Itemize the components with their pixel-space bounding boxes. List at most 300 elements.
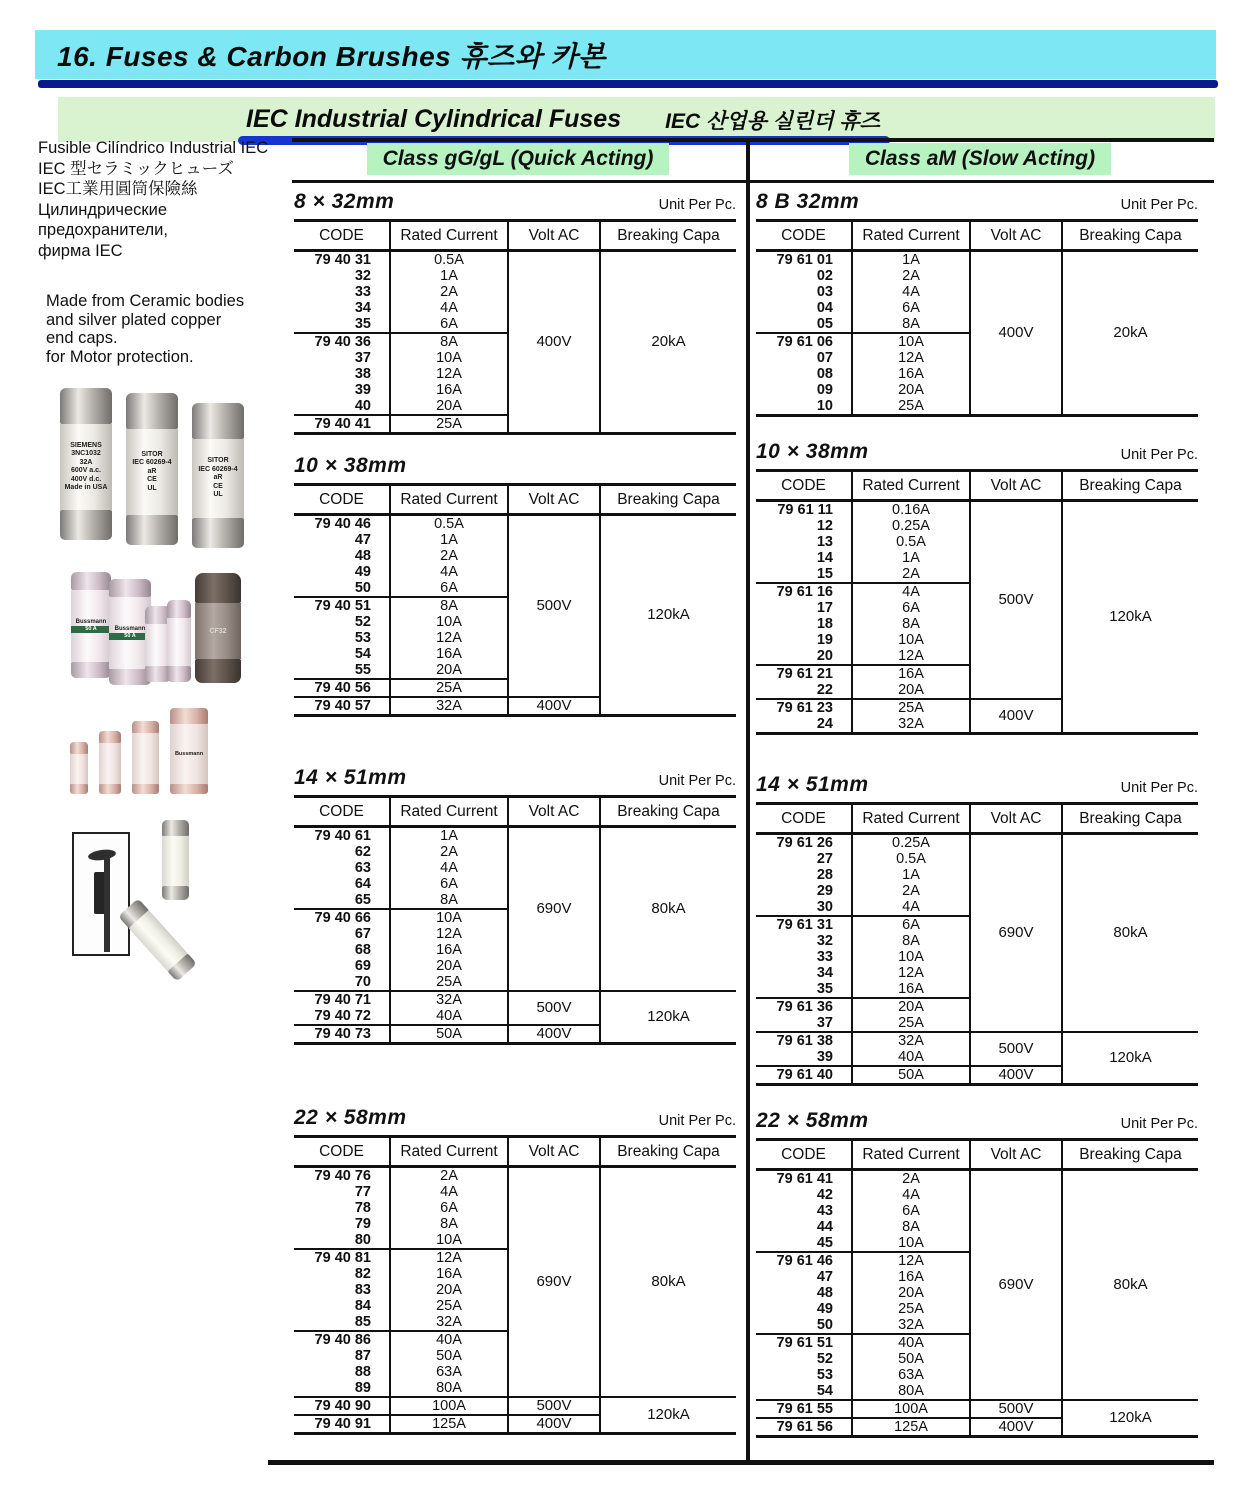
fuse-label-line: 600V a.c.: [71, 467, 101, 474]
column-header: CODE: [756, 471, 852, 501]
rated-current-cell: 12A: [852, 648, 970, 665]
unit-per-pc-label: Unit Per Pc.: [1120, 197, 1198, 213]
column-header: Rated Current: [390, 485, 508, 515]
fuse-photo-siemens: [60, 388, 112, 540]
volt-ac-cell: 690V: [970, 834, 1062, 1033]
rated-current-cell: 100A: [390, 1397, 508, 1415]
size-section: [756, 184, 1202, 417]
breaking-capa-cell: 120kA: [600, 1397, 736, 1434]
code-cell: 47: [756, 1269, 852, 1285]
code-cell: 79 61 06: [756, 333, 852, 350]
rated-current-cell: 25A: [390, 1298, 508, 1314]
code-cell: 79 40 81: [294, 1249, 390, 1266]
code-cell: 80: [294, 1232, 390, 1249]
class-am-label: Class aM (Slow Acting): [849, 143, 1111, 175]
fuse-photo-dark-cf32: [195, 573, 241, 683]
code-cell: 03: [756, 284, 852, 300]
rated-current-cell: 1A: [390, 268, 508, 284]
fuse-metal-cap: [70, 742, 88, 754]
fuse-brand-label: Bussmann: [75, 619, 107, 625]
code-cell: 38: [294, 366, 390, 382]
fuse-puller-silhouette: [87, 848, 116, 862]
class-am-column: [754, 138, 1206, 1468]
code-cell: 69: [294, 958, 390, 974]
fuse-metal-cap: [195, 573, 241, 603]
rated-current-cell: 25A: [390, 974, 508, 991]
column-header: Breaking Capa: [1062, 804, 1198, 834]
code-cell: 39: [756, 1049, 852, 1066]
fuse-metal-cap: [60, 388, 112, 424]
code-cell: 05: [756, 316, 852, 333]
code-cell: 79 40 51: [294, 597, 390, 614]
volt-ac-cell: 500V: [970, 1400, 1062, 1418]
size-title: 22 × 58mm: [294, 1106, 407, 1129]
code-cell: 44: [756, 1219, 852, 1235]
fuse-label-line: SIEMENS: [70, 441, 102, 449]
page-title-banner: [35, 30, 1216, 79]
column-header: CODE: [756, 1140, 852, 1170]
code-cell: 32: [756, 933, 852, 949]
title-underline-rule: [38, 80, 1218, 88]
volt-ac-cell: 500V: [970, 1032, 1062, 1066]
code-cell: 79 40 76: [294, 1167, 390, 1185]
code-cell: 79 40 41: [294, 415, 390, 434]
code-cell: 67: [294, 926, 390, 942]
table-header-row: [294, 485, 736, 515]
class-am-header: [754, 138, 1206, 180]
column-header: Breaking Capa: [1062, 471, 1198, 501]
code-cell: 22: [756, 682, 852, 699]
volt-ac-cell: 400V: [508, 1025, 600, 1044]
fuse-spec-table: [756, 469, 1198, 735]
code-cell: 85: [294, 1314, 390, 1331]
rated-current-cell: 1A: [852, 550, 970, 566]
fuse-metal-cap: [126, 515, 178, 545]
code-cell: 62: [294, 844, 390, 860]
rated-current-cell: 32A: [852, 716, 970, 734]
table-header-row: [756, 1140, 1198, 1170]
breaking-capa-cell: 120kA: [1062, 1032, 1198, 1085]
code-cell: 79 40 36: [294, 333, 390, 350]
rated-current-cell: 16A: [390, 1266, 508, 1282]
table-row: [756, 501, 1198, 519]
rated-current-cell: 2A: [390, 844, 508, 860]
column-header: Volt AC: [970, 804, 1062, 834]
column-header: CODE: [294, 221, 390, 251]
code-cell: 79 61 21: [756, 665, 852, 682]
rated-current-cell: 0.25A: [852, 834, 970, 852]
code-cell: 10: [756, 398, 852, 416]
volt-ac-cell: 400V: [970, 699, 1062, 734]
rated-current-cell: 12A: [852, 350, 970, 366]
page-title: 16. Fuses & Carbon Brushes 휴즈와 카본: [57, 40, 606, 72]
code-cell: 78: [294, 1200, 390, 1216]
rated-current-cell: 20A: [390, 958, 508, 974]
code-cell: 28: [756, 867, 852, 883]
size-section: [756, 1103, 1202, 1438]
rated-current-cell: 20A: [390, 1282, 508, 1298]
code-cell: 82: [294, 1266, 390, 1282]
code-cell: 54: [294, 646, 390, 662]
fuse-photo-small: [170, 708, 208, 794]
rated-current-cell: 0.5A: [390, 251, 508, 269]
rated-current-cell: 16A: [852, 665, 970, 682]
column-header: Breaking Capa: [600, 221, 736, 251]
rated-current-cell: 2A: [390, 548, 508, 564]
volt-ac-cell: 400V: [970, 1066, 1062, 1085]
size-row: [294, 448, 740, 478]
breaking-capa-cell: 120kA: [1062, 1400, 1198, 1437]
fuse-body-label: [167, 618, 191, 666]
fuse-photo-small: [99, 731, 121, 794]
rated-current-cell: 1A: [390, 532, 508, 548]
rated-current-cell: 63A: [390, 1364, 508, 1380]
fuse-photo-sitor: [192, 403, 244, 548]
breaking-capa-cell: 80kA: [600, 827, 736, 992]
size-title: 10 × 38mm: [756, 440, 869, 463]
code-cell: 79 61 16: [756, 583, 852, 600]
rated-current-cell: 16A: [852, 981, 970, 998]
code-cell: 32: [294, 268, 390, 284]
size-section: [756, 434, 1202, 735]
code-cell: 63: [294, 860, 390, 876]
table-header-row: [756, 221, 1198, 251]
code-cell: 79 40 46: [294, 515, 390, 533]
code-cell: 52: [756, 1351, 852, 1367]
table-row: [756, 251, 1198, 269]
column-header: Breaking Capa: [600, 1137, 736, 1167]
code-cell: 49: [756, 1301, 852, 1317]
size-title: 14 × 51mm: [294, 766, 407, 789]
code-cell: 33: [756, 949, 852, 965]
fuse-label-line: SITOR: [141, 450, 163, 458]
column-header: Rated Current: [852, 804, 970, 834]
photo-fuse-puller-and-fuses: [70, 820, 242, 968]
code-cell: 84: [294, 1298, 390, 1314]
fuse-metal-cap: [167, 600, 191, 618]
volt-ac-cell: 500V: [508, 1397, 600, 1415]
rated-current-cell: 0.5A: [390, 515, 508, 533]
volt-ac-cell: 400V: [970, 251, 1062, 416]
table-header-row: [294, 797, 736, 827]
rated-current-cell: 0.25A: [852, 518, 970, 534]
rated-current-cell: 100A: [852, 1400, 970, 1418]
rated-current-cell: 12A: [852, 1252, 970, 1269]
rated-current-cell: 40A: [852, 1334, 970, 1351]
code-cell: 79 61 11: [756, 501, 852, 519]
fuse-label-line: CE: [147, 476, 157, 484]
fuse-metal-cap: [126, 393, 178, 429]
code-cell: 79 40 90: [294, 1397, 390, 1415]
code-cell: 47: [294, 532, 390, 548]
rated-current-cell: 0.5A: [852, 534, 970, 550]
fuse-label-line: UL: [213, 491, 223, 499]
size-row: [294, 1100, 740, 1130]
text-line: IEC工業用圓筒保險絲: [38, 180, 198, 198]
volt-ac-cell: 690V: [970, 1170, 1062, 1401]
rated-current-cell: 40A: [390, 1331, 508, 1348]
fuse-label-line: Made in USA: [64, 484, 108, 491]
column-header: Rated Current: [852, 471, 970, 501]
fuse-label-line: 400V d.c.: [70, 475, 102, 483]
fuse-model-label: CF32: [209, 627, 227, 635]
text-line: IEC 型セラミックヒューズ: [38, 159, 234, 178]
rated-current-cell: 20A: [390, 398, 508, 415]
column-header: Volt AC: [508, 1137, 600, 1167]
code-cell: 53: [294, 630, 390, 646]
rated-current-cell: 6A: [390, 316, 508, 333]
volt-ac-cell: 690V: [508, 1167, 600, 1398]
code-cell: 79 40 66: [294, 909, 390, 926]
fuse-body-label: [70, 754, 88, 784]
rated-current-cell: 10A: [852, 1235, 970, 1252]
rated-current-cell: 80A: [390, 1380, 508, 1397]
fuse-metal-cap: [60, 510, 112, 540]
code-cell: 88: [294, 1364, 390, 1380]
code-cell: 79 61 55: [756, 1400, 852, 1418]
rated-current-cell: 4A: [390, 1184, 508, 1200]
code-cell: 35: [294, 316, 390, 333]
size-section: [294, 760, 740, 1045]
rated-current-cell: 12A: [852, 965, 970, 981]
rated-current-cell: 20A: [852, 382, 970, 398]
column-header: CODE: [756, 221, 852, 251]
fuse-label-line: aR: [147, 467, 157, 475]
rated-current-cell: 6A: [390, 1200, 508, 1216]
rated-current-cell: 25A: [852, 1015, 970, 1032]
rated-current-cell: 8A: [390, 892, 508, 909]
rated-current-cell: 20A: [390, 662, 508, 679]
code-cell: 07: [756, 350, 852, 366]
code-cell: 79 61 46: [756, 1252, 852, 1269]
fuse-photo-small: [162, 820, 189, 900]
size-title: 8 B 32mm: [756, 190, 860, 213]
fuse-brand-label: Bussmann: [114, 626, 146, 632]
rated-current-cell: 8A: [390, 333, 508, 350]
rated-current-cell: 25A: [852, 1301, 970, 1317]
code-cell: 79 61 01: [756, 251, 852, 269]
rated-current-cell: 6A: [852, 300, 970, 316]
breaking-capa-cell: 20kA: [1062, 251, 1198, 416]
rated-current-cell: 12A: [390, 630, 508, 646]
fuse-label-line: CE: [213, 482, 223, 490]
size-section: [756, 767, 1202, 1086]
fuse-body-label: [71, 590, 111, 662]
rated-current-cell: 32A: [852, 1317, 970, 1334]
code-cell: 79 40 72: [294, 1008, 390, 1025]
rated-current-cell: 10A: [390, 1232, 508, 1249]
code-cell: 70: [294, 974, 390, 991]
rated-current-cell: 4A: [390, 860, 508, 876]
fuse-spec-table: [294, 1135, 736, 1435]
rated-current-cell: 1A: [390, 827, 508, 845]
rated-current-cell: 125A: [390, 1415, 508, 1434]
rated-current-cell: 16A: [390, 382, 508, 398]
size-title: 8 × 32mm: [294, 190, 395, 213]
rated-current-cell: 32A: [390, 991, 508, 1008]
rated-current-cell: 4A: [390, 564, 508, 580]
rated-current-cell: 0.5A: [852, 851, 970, 867]
fuse-metal-cap: [170, 784, 208, 794]
code-cell: 27: [756, 851, 852, 867]
fuse-rating-band: 50 A: [109, 633, 151, 640]
fuse-metal-cap: [170, 708, 208, 724]
code-cell: 30: [756, 899, 852, 916]
section-title-en: IEC Industrial Cylindrical Fuses: [246, 105, 622, 133]
fuse-photo-bussmann: [71, 572, 111, 678]
rated-current-cell: 10A: [390, 909, 508, 926]
table-row: [756, 1170, 1198, 1188]
column-header: CODE: [294, 485, 390, 515]
code-cell: 79: [294, 1216, 390, 1232]
fuse-metal-cap: [71, 572, 111, 590]
code-cell: 42: [756, 1187, 852, 1203]
rated-current-cell: 8A: [390, 1216, 508, 1232]
code-cell: 79 40 71: [294, 991, 390, 1008]
fuse-spec-table: [756, 219, 1198, 417]
fuse-label-line: 32A: [79, 458, 93, 466]
rated-current-cell: 25A: [390, 415, 508, 434]
text-line: end caps.: [46, 329, 118, 347]
fuse-metal-cap: [132, 784, 159, 794]
code-cell: 35: [756, 981, 852, 998]
rated-current-cell: 4A: [852, 1187, 970, 1203]
code-cell: 79 40 57: [294, 697, 390, 716]
table-header-row: [756, 804, 1198, 834]
size-row: [756, 434, 1202, 464]
fuse-spec-table: [294, 795, 736, 1045]
size-row: [756, 767, 1202, 797]
code-cell: 34: [756, 965, 852, 981]
rated-current-cell: 6A: [852, 600, 970, 616]
rated-current-cell: 1A: [852, 867, 970, 883]
rated-current-cell: 0.16A: [852, 501, 970, 519]
table-row: [294, 827, 736, 845]
fuse-metal-cap: [132, 721, 159, 733]
volt-ac-cell: 500V: [508, 515, 600, 698]
code-cell: 79 61 31: [756, 916, 852, 933]
size-section: [294, 184, 740, 435]
unit-per-pc-label: Unit Per Pc.: [658, 773, 736, 789]
column-header: Rated Current: [390, 221, 508, 251]
code-cell: 34: [294, 300, 390, 316]
rated-current-cell: 10A: [852, 949, 970, 965]
code-cell: 79 61 38: [756, 1032, 852, 1049]
text-line: Made from Ceramic bodies: [46, 292, 245, 310]
fuse-brand-label: Bussmann: [174, 750, 204, 757]
rated-current-cell: 8A: [852, 933, 970, 949]
fuse-metal-cap: [192, 518, 244, 548]
column-header: CODE: [756, 804, 852, 834]
size-row: [756, 184, 1202, 214]
rated-current-cell: 2A: [390, 1167, 508, 1185]
fuse-spec-table: [756, 1138, 1198, 1438]
rated-current-cell: 8A: [852, 316, 970, 333]
fuse-metal-cap: [109, 579, 151, 597]
code-cell: 48: [756, 1285, 852, 1301]
fuse-photo-small: [132, 721, 159, 794]
fuse-metal-cap: [195, 659, 241, 683]
fuse-body-label: [132, 733, 159, 784]
code-cell: 43: [756, 1203, 852, 1219]
column-header: Breaking Capa: [1062, 221, 1198, 251]
fuse-body-label: [170, 724, 208, 784]
table-row: [294, 251, 736, 269]
fuse-body-label: [195, 603, 241, 659]
code-cell: 83: [294, 1282, 390, 1298]
fuse-label-line: SITOR: [207, 457, 229, 465]
rated-current-cell: 8A: [390, 597, 508, 614]
rated-current-cell: 32A: [390, 1314, 508, 1331]
code-cell: 18: [756, 616, 852, 632]
code-cell: 79 40 86: [294, 1331, 390, 1348]
fuse-body-label: [126, 429, 178, 515]
rated-current-cell: 10A: [852, 632, 970, 648]
text-line: Fusible Cilíndrico Industrial IEC: [38, 139, 269, 157]
class-gg-header: [292, 138, 744, 180]
code-cell: 09: [756, 382, 852, 398]
rated-current-cell: 6A: [390, 876, 508, 892]
rated-current-cell: 125A: [852, 1418, 970, 1437]
table-row: [756, 1400, 1198, 1418]
rated-current-cell: 20A: [852, 682, 970, 699]
rated-current-cell: 12A: [390, 1249, 508, 1266]
code-cell: 37: [294, 350, 390, 366]
fuse-body-label: [162, 836, 189, 886]
fuse-rating-band: 50 A: [71, 626, 111, 633]
text-line: Цилиндрические: [38, 200, 168, 219]
fuse-photo-bussmann-small: [167, 600, 191, 682]
fuse-label-line: aR: [213, 474, 223, 482]
code-cell: 33: [294, 284, 390, 300]
fuse-metal-cap: [99, 731, 121, 743]
code-cell: 52: [294, 614, 390, 630]
fuse-puller-frame: [72, 832, 130, 956]
column-header: Volt AC: [970, 1140, 1062, 1170]
volt-ac-cell: 500V: [508, 991, 600, 1025]
code-cell: 79 61 36: [756, 998, 852, 1015]
column-header: Volt AC: [508, 221, 600, 251]
code-cell: 79 61 40: [756, 1066, 852, 1085]
column-header: Volt AC: [970, 221, 1062, 251]
code-cell: 79 40 91: [294, 1415, 390, 1434]
text-line: предохранители,: [38, 221, 168, 239]
fuse-metal-cap: [162, 886, 189, 900]
rated-current-cell: 4A: [390, 300, 508, 316]
column-header: Volt AC: [508, 485, 600, 515]
fuse-metal-cap: [99, 784, 121, 794]
code-cell: 37: [756, 1015, 852, 1032]
fuse-photo-small: [70, 742, 88, 794]
table-header-row: [294, 1137, 736, 1167]
text-line: and silver plated copper: [46, 310, 222, 329]
code-cell: 40: [294, 398, 390, 415]
rated-current-cell: 50A: [390, 1025, 508, 1044]
photo-large-ceramic-fuses: [60, 388, 252, 548]
rated-current-cell: 2A: [852, 883, 970, 899]
code-cell: 29: [756, 883, 852, 899]
code-cell: 13: [756, 534, 852, 550]
rated-current-cell: 8A: [852, 616, 970, 632]
table-row: [294, 991, 736, 1008]
rated-current-cell: 1A: [852, 251, 970, 269]
rated-current-cell: 10A: [390, 350, 508, 366]
size-row: [294, 760, 740, 790]
section-title-ko: IEC 산업용 실린더 휴즈: [665, 109, 880, 133]
code-cell: 50: [294, 580, 390, 597]
column-header: Rated Current: [390, 797, 508, 827]
fuse-puller-silhouette: [104, 856, 110, 952]
